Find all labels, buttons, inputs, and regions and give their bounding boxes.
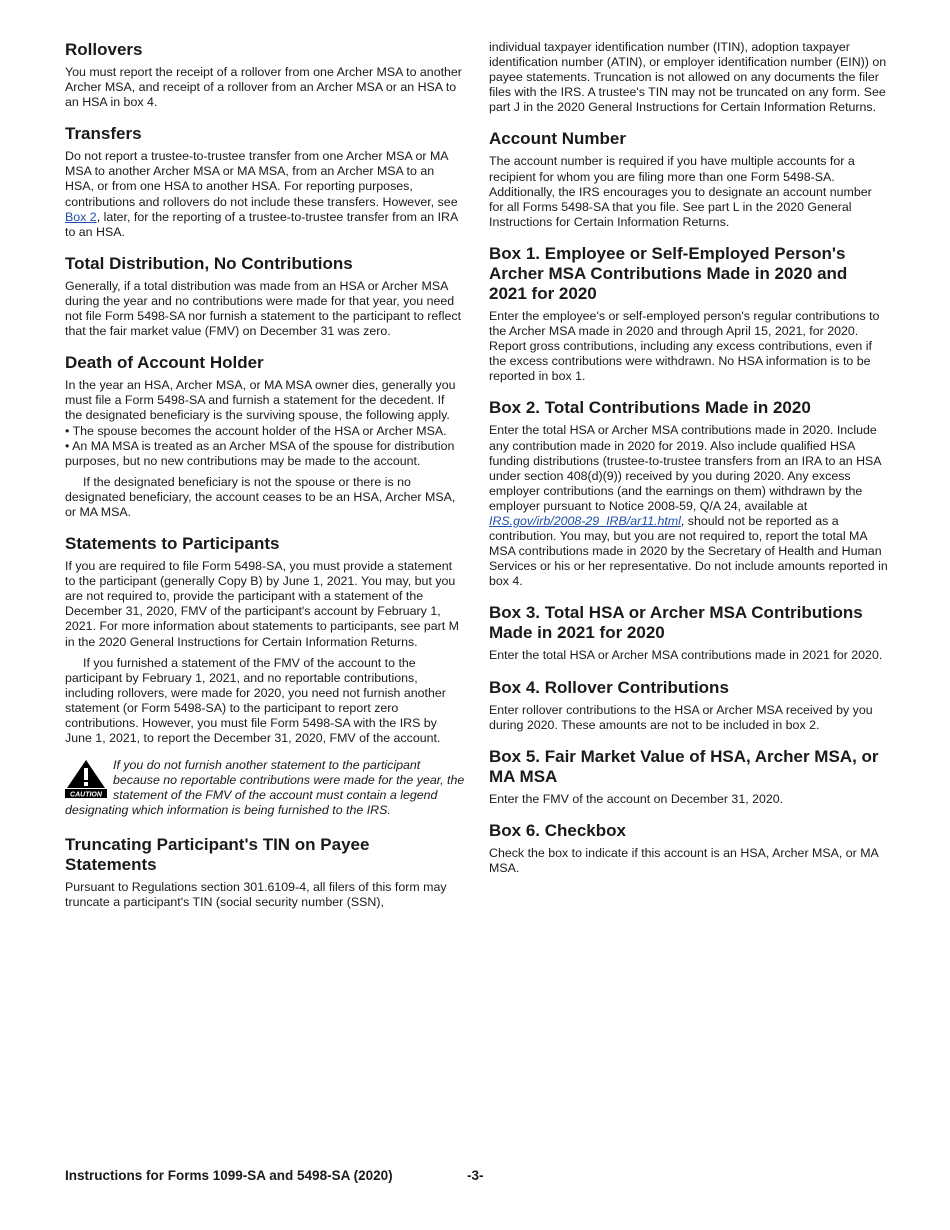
caution-icon	[65, 758, 107, 798]
footer-title: Instructions for Forms 1099-SA and 5498-SA (2020)	[65, 1168, 393, 1183]
text: , later, for the reporting of a trustee-to-trustee transfer from an IRA to an HSA.	[65, 209, 458, 239]
paragraph: Check the box to indicate if this account is an HSA, Archer MSA, or MA MSA.	[489, 845, 879, 875]
section-total-distribution	[65, 254, 465, 339]
paragraph: Enter the FMV of the account on December 31, 2020.	[489, 791, 784, 806]
paragraph: Generally, if a total distribution was made from an HSA or Archer MSA during the year and no contributions were made for that year, you need not file Form 5498-SA nor furnish a statement to the participant to reflect that the fair market value (FMV) on December 31 was zero.	[65, 278, 462, 339]
box-2-link[interactable]: Box 2	[65, 209, 97, 224]
paragraph: Pursuant to Regulations section 301.6109-4, all filers of this form may truncate a participant's TIN (social security number (SSN),	[65, 879, 447, 909]
right-column	[489, 40, 889, 890]
section-death-of-account-holder	[65, 353, 465, 520]
section-statements-to-participants	[65, 534, 465, 819]
heading-box-2: Box 2. Total Contributions Made in 2020	[489, 398, 811, 418]
text: Enter the total HSA or Archer MSA contributions made in 2020. Include any contribution made in 2020 for 2019. Also include qualified HSA funding distributions (trustee-to-trustee transfers from an IRA to an HSA under section 408(d)(9)) received by you during 2020. Any excess employer contributions (and the earnings on them) withdrawn by the employer pursuant to Notice 2008-59, Q/A 24, available at	[489, 423, 881, 513]
text: Do not report a trustee-to-trustee transfer from one Archer MSA or MA MSA to another Archer MSA or MA MSA, from an Archer MSA to an HSA, or from one HSA to another HSA. For reporting purposes, contributions and rollovers do not include these transfers. However, see	[65, 149, 458, 209]
paragraph: individual taxpayer identification number (ITIN), adoption taxpayer identification number (ATIN), or employer identification number (EIN)) on payee statements. Truncation is not allowed on any documents the filer files with the IRS. A trustee's TIN may not be truncated on any form. See part J in the 2020 General Instructions for Certain Information Returns.	[489, 40, 887, 115]
section-box-2	[489, 398, 889, 589]
paragraph: If the designated beneficiary is not the spouse or there is no designated beneficiary, the account ceases to be an HSA, Archer MSA, or MA MSA.	[65, 474, 456, 519]
paragraph: Enter rollover contributions to the HSA or Archer MSA received by you during 2020. These amounts are not to be included in box 2.	[489, 702, 873, 732]
section-box-4	[489, 678, 889, 733]
heading-box-5: Box 5. Fair Market Value of HSA, Archer MSA, or MA MSA	[489, 746, 879, 786]
page-number: -3-	[467, 1168, 484, 1183]
bullet-text: The spouse becomes the account holder of the HSA or Archer MSA.	[72, 423, 447, 438]
heading-transfers: Transfers	[65, 124, 142, 144]
heading-death-of-account-holder: Death of Account Holder	[65, 353, 264, 373]
paragraph: The account number is required if you have multiple accounts for a recipient for whom you are filing more than one Form 5498-SA. Additionally, the IRS encourages you to designate an account number for all Forms 5498-SA that you file. See part L in the 2020 General Instructions for Certain Information Returns.	[489, 154, 872, 229]
section-box-3	[489, 603, 889, 663]
heading-statements-to-participants: Statements to Participants	[65, 534, 280, 554]
heading-box-6: Box 6. Checkbox	[489, 820, 626, 840]
section-box-6	[489, 821, 889, 876]
section-transfers	[65, 124, 465, 240]
section-box-5	[489, 747, 889, 807]
section-truncating-tin	[65, 835, 465, 910]
heading-box-4: Box 4. Rollover Contributions	[489, 677, 729, 697]
left-column	[65, 40, 465, 924]
paragraph: In the year an HSA, Archer MSA, or MA MSA owner dies, generally you must file a Form 5498-SA and furnish a statement for the decedent. If the designated beneficiary is the surviving spouse, the following apply.	[65, 378, 456, 423]
bullet-item: • An MA MSA is treated as an Archer MSA of the spouse for distribution purposes, but no new contributions may be made to the account.	[65, 438, 455, 468]
paragraph: If you furnished a statement of the FMV of the account to the participant by February 1, 2021, and no reportable contributions, including rollovers, were made for 2020, you need not furnish another statement (or Form 5498-SA) to the participant to report zero contributions. However, you must file Form 5498-SA with the IRS by June 1, 2021, to report the December 31, 2020, FMV of the account.	[65, 655, 446, 746]
caution-label: CAUTION	[70, 791, 102, 799]
page-footer	[65, 1168, 885, 1183]
heading-box-3: Box 3. Total HSA or Archer MSA Contributions Made in 2021 for 2020	[489, 603, 863, 643]
irs-notice-link[interactable]: IRS.gov/irb/2008-29_IRB/ar11.html	[489, 513, 681, 528]
paragraph: You must report the receipt of a rollover from one Archer MSA to another Archer MSA, and receipt of a rollover from an Archer MSA or an HSA to an HSA in box 4.	[65, 65, 462, 110]
paragraph	[489, 423, 889, 589]
paragraph	[65, 149, 465, 240]
heading-account-number: Account Number	[489, 129, 626, 149]
paragraph: Enter the employee's or self-employed person's regular contributions to the Archer MSA made in 2020 and through April 15, 2021, for 2020. Report gross contributions, including any excess contributions, even if the excess contributions were withdrawn. No HSA information is to be reported in box 1.	[489, 308, 880, 384]
section-continuation	[489, 40, 889, 115]
heading-truncating-tin: Truncating Participant's TIN on Payee Statements	[65, 834, 370, 874]
heading-total-distribution: Total Distribution, No Contributions	[65, 253, 353, 273]
caution-text: If you do not furnish another statement to the participant because no reportable contributions were made for the year, the statement of the FMV of the account must contain a legend designating which information is being furnished to the IRS.	[65, 758, 465, 818]
caution-note	[65, 758, 465, 818]
text: , should not be reported as a contribution. You may, but you are not required to, report the total MA MSA contributions made in 2020 by the Secretary of Health and Human Services or his or her representative. Do not include amounts reported in box 4.	[489, 513, 888, 589]
paragraph: Enter the total HSA or Archer MSA contributions made in 2021 for 2020.	[489, 648, 883, 663]
section-rollovers	[65, 40, 465, 110]
heading-rollovers: Rollovers	[65, 40, 143, 59]
heading-box-1: Box 1. Employee or Self-Employed Person's Archer MSA Contributions Made in 2020 and 2021 for 2020	[489, 243, 848, 303]
section-box-1	[489, 244, 889, 384]
bullet-item: • The spouse becomes the account holder of the HSA or Archer MSA.	[65, 423, 447, 438]
bullet-text: An MA MSA is treated as an Archer MSA of the spouse for distribution purposes, but no new contributions may be made to the account.	[65, 438, 455, 468]
section-account-number	[489, 129, 889, 229]
paragraph: If you are required to file Form 5498-SA, you must provide a statement to the participant (generally Copy B) by June 1, 2021. You may, but you are not required to, provide the participant with a statement of the December 31, 2020, FMV of the participant's account by February 1, 2021. For more information about statements to participants, see part M in the 2020 General Instructions for Certain Information Returns.	[65, 559, 459, 649]
